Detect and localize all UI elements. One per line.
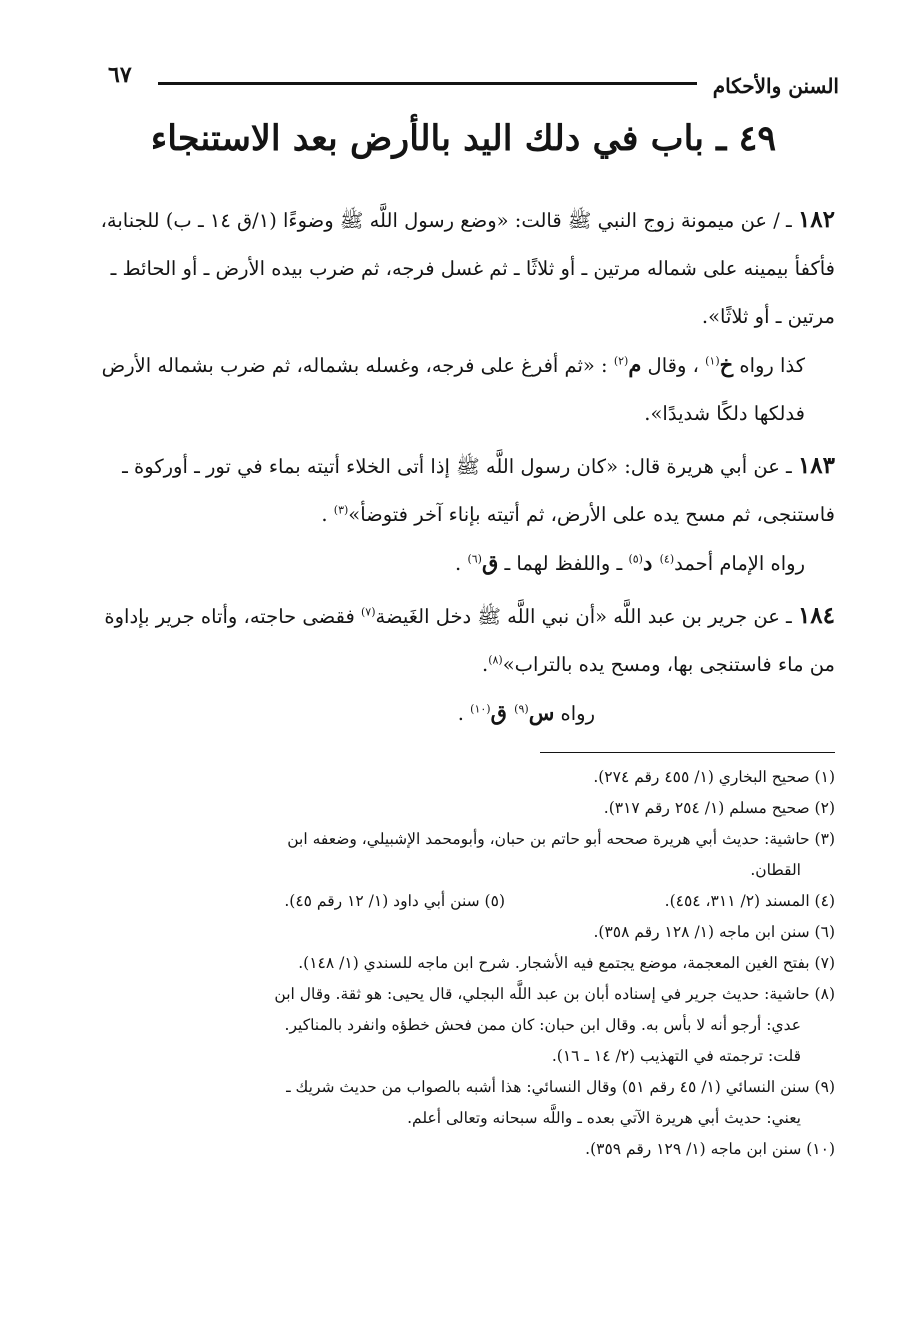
header-rule xyxy=(158,82,697,85)
footnote-ref[interactable]: (٩) xyxy=(514,702,529,716)
running-header xyxy=(108,62,839,102)
footnote-8: (٨) حاشية: حديث جرير في إسناده أبان بن عبد اللَّه البجلي، قال يحيى: هو ثقة. وقال ابن xyxy=(274,985,835,1003)
source-text: . xyxy=(457,702,471,725)
footnote-9: (٩) سنن النسائي (١/ ٤٥ رقم ٥١) وقال النسائي: هذا أشبه بالصواب من حديث شريك ـ xyxy=(286,1078,835,1096)
body-text xyxy=(100,196,835,738)
footnote-4: (٤) المسند (٢/ ٣١١، ٤٥٤). xyxy=(664,892,835,910)
hadith-text xyxy=(100,442,835,539)
footnote-separator xyxy=(540,752,835,753)
source-symbol: د xyxy=(642,550,660,575)
hadith-body: ـ عن جرير بن عبد اللَّه «أن نبي اللَّه ﷺ دخل الغَيضة xyxy=(375,605,798,628)
footnote-8-cont: قلت: ترجمته في التهذيب (٢/ ١٤ ـ ١٦). xyxy=(551,1047,801,1065)
source-symbol: م xyxy=(628,352,642,377)
footnotes xyxy=(88,762,835,1165)
hadith-body: ـ / عن ميمونة زوج النبي ﷺ قالت: «وضع رسول اللَّه ﷺ وضوءًا (١/ق ١٤ ـ ب) للجنابة، فأكفأ بيمينه على شماله مرتين ـ أو ثلاثًا ـ ثم غسل فرجه، ثم ضرب بيده الأرض ـ أو الحائط ـ مرتين ـ أو ثلاثًا». xyxy=(100,209,835,328)
hadith-body: . xyxy=(321,503,334,526)
hadith-number: ١٨٢ xyxy=(797,206,835,233)
footnote-ref[interactable]: (٨) xyxy=(488,653,503,667)
chapter-heading: ٤٩ ـ باب في دلك اليد بالأرض بعد الاستنجاء xyxy=(150,118,777,159)
hadith-body: . xyxy=(482,653,489,676)
source-text: ، وقال xyxy=(641,354,706,377)
hadith-184 xyxy=(100,592,835,738)
footnote-ref[interactable]: (٧) xyxy=(360,605,376,619)
hadith-183 xyxy=(100,442,835,588)
footnote-10: (١٠) سنن ابن ماجه (١/ ١٢٩ رقم ٣٥٩). xyxy=(585,1140,835,1158)
hadith-text xyxy=(100,196,835,341)
footnote-ref[interactable]: (١) xyxy=(705,354,720,368)
hadith-182 xyxy=(100,196,835,438)
source-symbol: س xyxy=(528,700,555,725)
source-text: رواه الإمام أحمد xyxy=(674,552,805,575)
hadith-body: ـ عن أبي هريرة قال: «كان رسول اللَّه ﷺ إذا أتى الخلاء أتيته بماء في تور ـ أوركوة ـ فاستنجى، ثم مسح يده على الأرض، ثم أتيته بإناء آخر فتوضأ» xyxy=(122,455,835,526)
running-title: السنن والأحكام xyxy=(712,74,839,98)
hadith-source xyxy=(100,689,835,738)
source-text: كذا رواه xyxy=(733,354,805,377)
footnote-ref[interactable]: (٤) xyxy=(659,552,675,566)
source-text: : «ثم أفرغ على فرجه، وغسله بشماله، ثم ضرب بشماله الأرض فدلكها دلكًا شديدًا». xyxy=(101,354,805,425)
footnote-1: (١) صحيح البخاري (١/ ٤٥٥ رقم ٢٧٤). xyxy=(593,768,835,786)
hadith-text xyxy=(100,592,835,689)
footnote-3-cont: القطان. xyxy=(750,861,801,879)
hadith-source xyxy=(100,341,835,438)
hadith-body: فقضى حاجته، وأتاه جرير بإداوة من ماء فاستنجى بها، ومسح يده بالتراب» xyxy=(104,605,835,676)
footnote-5: (٥) سنن أبي داود (١/ ١٢ رقم ٤٥). xyxy=(284,892,505,910)
footnote-7: (٧) بفتح الغين المعجمة، موضع يجتمع فيه الأشجار. شرح ابن ماجه للسندي (١/ ١٤٨). xyxy=(298,954,835,972)
source-symbol: ق xyxy=(490,700,515,725)
source-text: . xyxy=(455,552,468,575)
footnote-ref[interactable]: (٣) xyxy=(333,503,349,517)
footnote-3: (٣) حاشية: حديث أبي هريرة صححه أبو حاتم بن حبان، وأبومحمد الإشبيلي، وضعفه ابن xyxy=(287,830,835,848)
footnote-ref[interactable]: (١٠) xyxy=(470,702,491,716)
footnote-8-cont: عدي: أرجو أنه لا بأس به. وقال ابن حبان: كان ممن فحش خطؤه وانفرد بالمناكير. xyxy=(284,1016,801,1034)
footnote-ref[interactable]: (٥) xyxy=(628,552,643,566)
hadith-number: ١٨٤ xyxy=(797,602,835,629)
source-text: رواه xyxy=(554,702,595,725)
hadith-number: ١٨٣ xyxy=(797,452,835,479)
source-symbol: خ xyxy=(719,352,734,377)
footnote-row-4-5 xyxy=(88,886,835,917)
page-number: ٦٧ xyxy=(108,62,132,88)
source-text: ـ واللفظ لهما ـ xyxy=(498,552,629,575)
hadith-source xyxy=(100,539,835,588)
footnote-9-cont: يعني: حديث أبي هريرة الآتي بعده ـ واللَّه سبحانه وتعالى أعلم. xyxy=(407,1109,801,1127)
footnote-ref[interactable]: (٦) xyxy=(467,552,482,566)
source-symbol: ق xyxy=(481,550,499,575)
footnote-ref[interactable]: (٢) xyxy=(613,354,629,368)
footnote-6: (٦) سنن ابن ماجه (١/ ١٢٨ رقم ٣٥٨). xyxy=(593,923,835,941)
footnote-2: (٢) صحيح مسلم (١/ ٢٥٤ رقم ٣١٧). xyxy=(603,799,835,817)
